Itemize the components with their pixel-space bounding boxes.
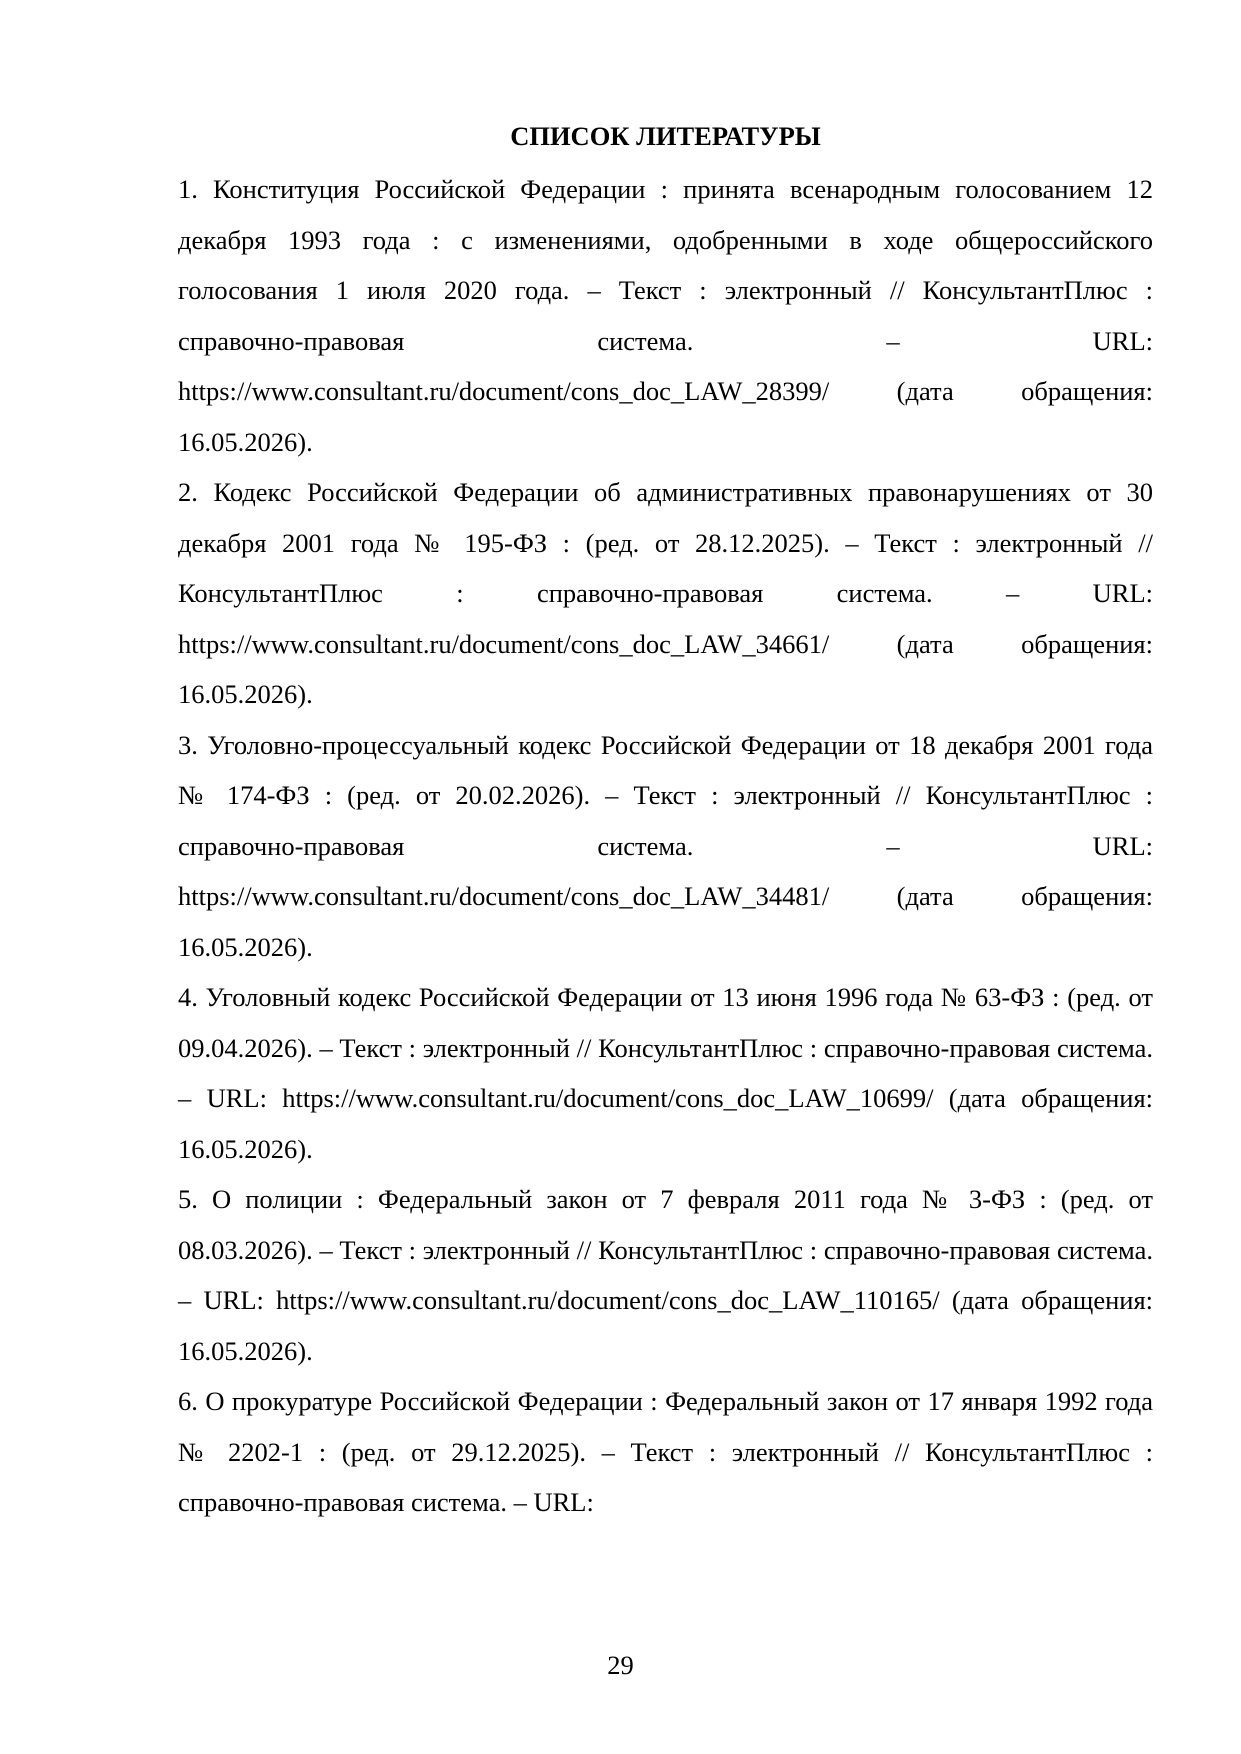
bibliography-entry-2: 2. Кодекс Российской Федерации об административных правонарушениях от 30 декабря 2001 года № 195-ФЗ : (ред. от 28.12.2025). – Текст : электронный // КонсультантПлюс : справочно-правовая система. – URL: https://www.consultant.ru/document/cons_doc_LAW_34661/ (дата обращения: 16.05.2026). xyxy=(178,477,1153,709)
bibliography-entry-6: 6. О прокуратуре Российской Федерации : Федеральный закон от 17 января 1992 года № 2202-1 : (ред. от 29.12.2025). – Текст : электронный // КонсультантПлюс : справочно-правовая система. – URL: xyxy=(178,1386,1153,1517)
bibliography-section xyxy=(178,112,1153,1528)
bibliography-entry-1: 1. Конституция Российской Федерации : принята всенародным голосованием 12 декабря 1993 года : с изменениями, одобренными в ходе общероссийского голосования 1 июля 2020 года. – Текст : электронный // КонсультантПлюс : справочно-правовая система. – URL: https://www.consultant.ru/document/cons_doc_LAW_28399/ (дата обращения: 16.05.2026). xyxy=(178,174,1153,457)
page-number: 29 xyxy=(607,1650,634,1680)
bibliography-entry-4: 4. Уголовный кодекс Российской Федерации от 13 июня 1996 года № 63-ФЗ : (ред. от 09.04.2026). – Текст : электронный // КонсультантПлюс : справочно-правовая система. – URL: https://www.consultant.ru/document/cons_doc_LAW_10699/ (дата обращения: 16.05.2026). xyxy=(178,982,1153,1164)
bibliography-entry-3: 3. Уголовно-процессуальный кодекс Российской Федерации от 18 декабря 2001 года № 174-ФЗ : (ред. от 20.02.2026). – Текст : электронный // КонсультантПлюс : справочно-правовая система. – URL: https://www.consultant.ru/document/cons_doc_LAW_34481/ (дата обращения: 16.05.2026). xyxy=(178,729,1153,962)
page-title: СПИСОК ЛИТЕРАТУРЫ xyxy=(510,121,821,151)
bibliography-entry-5: 5. О полиции : Федеральный закон от 7 февраля 2011 года № 3-ФЗ : (ред. от 08.03.2026). – Текст : электронный // КонсультантПлюс : справочно-правовая система. – URL: https://www.consultant.ru/document/cons_doc_LAW_110165/ (дата обращения: 16.05.2026). xyxy=(178,1184,1153,1366)
